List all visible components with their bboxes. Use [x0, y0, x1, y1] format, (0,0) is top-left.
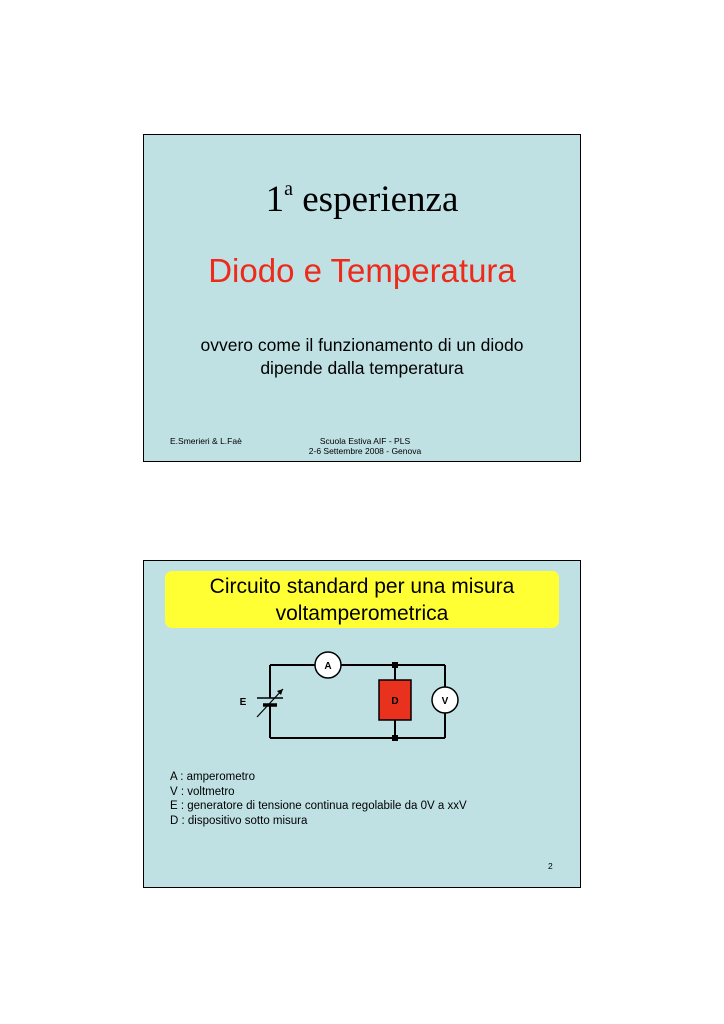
- slide-1-title: 1$^a$ esperienza: [265, 178, 459, 220]
- slide-1-footer-event: Scuola Estiva AIF - PLS 2-6 Settembre 2008 - Genova: [308, 436, 422, 456]
- legend-item: A : amperometro: [170, 771, 256, 783]
- slide-1-footer-authors: E.Smerieri & L.Faè: [170, 436, 242, 446]
- slide-2-title-box: Circuito standard per una misura voltamperometrica: [165, 571, 559, 628]
- circuit-diagram: [225, 645, 475, 750]
- ammeter-label: A: [324, 661, 332, 672]
- junction-top: [392, 662, 398, 668]
- legend-item: D : dispositivo sotto misura: [170, 814, 308, 827]
- legend-item: V : voltmetro: [170, 785, 235, 798]
- legend-item: E : generatore di tensione continua regolabile da 0V a xxV: [170, 800, 467, 812]
- junction-bottom: [392, 735, 398, 741]
- generator-label: E: [239, 697, 247, 708]
- slide-1-description: ovvero come il funzionamento di un diodo dipende dalla temperatura: [200, 335, 524, 378]
- slide-1-subtitle: Diodo e Temperatura: [208, 252, 516, 289]
- slide-2-legend: [170, 770, 467, 828]
- device-label: D: [391, 696, 399, 707]
- voltmeter-label: V: [441, 696, 449, 707]
- title-superscript: a: [284, 178, 293, 200]
- page-number: 2: [548, 861, 553, 871]
